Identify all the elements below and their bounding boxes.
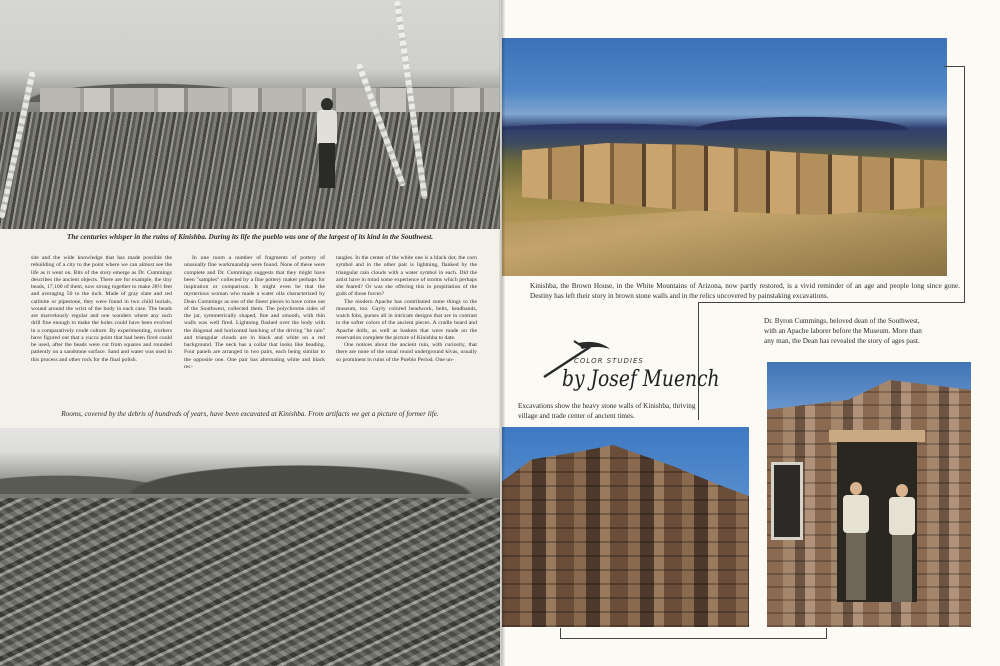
article-columns [31,255,479,405]
caption-top: The centuries whisper in the ruins of Kinishba. During its life the pueblo was one of the largest of its kind in the Southwest. [66,233,434,241]
restored-walls [522,134,947,224]
museum-doorway-photo [767,362,971,627]
article-column-2 [184,255,325,371]
door-lintel [829,430,925,442]
brown-house-photo [502,38,947,276]
page-gutter [499,0,505,666]
frame-line [698,302,964,303]
mountain-ridge [0,434,500,494]
excavated-rooms-photo [0,428,500,666]
credit-studies: COLOR STUDIES [574,357,644,365]
pueblo-ruins-photo [0,0,500,229]
frame-line [944,66,965,303]
right-page [502,0,1000,666]
paragraph: In one room a number of fragments of pottery of unusually fine workmanship were found. None of these were complete and Dr. Cummings suggests that they might have been "samples" collected by a fine pottery maker perhaps for inspiration or comparison. It might even be that the mysterious woman who made a water olla characterized by Dean Cummings as one of the finest pieces to have come out of the Southwest, collected them. The polychrome sides of the jar, symmetrically shaped, fine and smooth, with thin walls was well fired. Lightning flashed over the body with the diagonal and horizontal hatching of the driving "he rain" and triangular clouds are in black and white on a red background. The neck has a collar that looks like beading. Four panels are arranged in two pairs, each being similar to the opposite one. One pair has alternating white and black rec- [184,255,325,370]
stone-walls-photo [502,427,749,627]
stone-rubble [0,498,500,666]
photo-credit [536,335,720,395]
caption-excavations: Excavations show the heavy stone walls of Kinishba, thriving village and trade center of ancient times. [518,402,696,420]
grass-field [0,112,500,229]
frame-line [560,628,827,639]
stone-masonry [502,445,749,627]
caption-cummings: Dr. Byron Cummings, beloved dean of the Southwest, with an Apache laborer before the Museum. More than any man, the Dean has revealed the story of ages past. [764,317,922,345]
article-column-1 [31,255,172,364]
window [771,462,803,540]
dr-byron-cummings [887,484,917,602]
caption-mid: Rooms, covered by the debris of hundreds of years, have been excavated at Kinishba. From artifacts we get a picture of former life. [61,410,439,418]
paragraph: site and the wide knowledge that has made possible the rebuilding of a city to the point where we can almost see the life as it went on. Bits of the story emerge as Dr. Cummings describes the ancient objects. There are for example, the tiny beads, 17,100 of them, now strung together to make 28½ feet and averaging 50 to the inch. Made of gray slate and red catlinite or pipestone, they were found in two child burials, wound around the wrist of the body in each case. The beads are marvelously regular and one wonders where any such drill fine enough to make the holes could have been evolved in a comparatively crude culture. By experimenting, workers have figured out that a yucca point that had been fired could be used, after the beads were cut from squares and rounded patiently on a sandstone surface. Sand and water was used in this process and other rock for the final polish. [31,255,172,363]
paragraph: One notices about the ancient ruin, with curiosity, that there are none of the usual round underground kivas, usually so prominent in ruins of the Pueblo Period. One un- [336,342,477,363]
white-mountains [502,90,947,130]
credit-byline: by Josef Muench [562,367,720,392]
paragraph: tangles. In the center of the white one is a black dot, the corn symbol and in the other pair is lightning, flanked by the triangular rain clouds with a water symbol in each. Did the artist have in mind some experience of storms which perhaps she feared? Or was she offering this in propitiation of the gods of those forces? [336,255,477,298]
paragraph: The modern Apache has contributed some things to the museum, too. Gayly colored beadwork, belts, headbands, watch fobs, purses all in intricate designs that are in contrast to the softer colors of the ancient pieces. A cradle board and Apache dolls, as well as baskets that were made on the reservation complete the picture of Kinishba to date. [336,298,477,341]
frame-line [698,302,699,420]
article-column-3 [336,255,477,364]
apache-laborer [841,482,871,602]
standing-man [316,98,338,188]
caption-brown-house: Kinishba, the Brown House, in the White Mountains of Arizona, now partly restored, is a vivid reminder of an age and people long since gone. Destiny has left their story in brown stone walls and in the relics uncovered by painstaking excavations. [530,282,960,300]
